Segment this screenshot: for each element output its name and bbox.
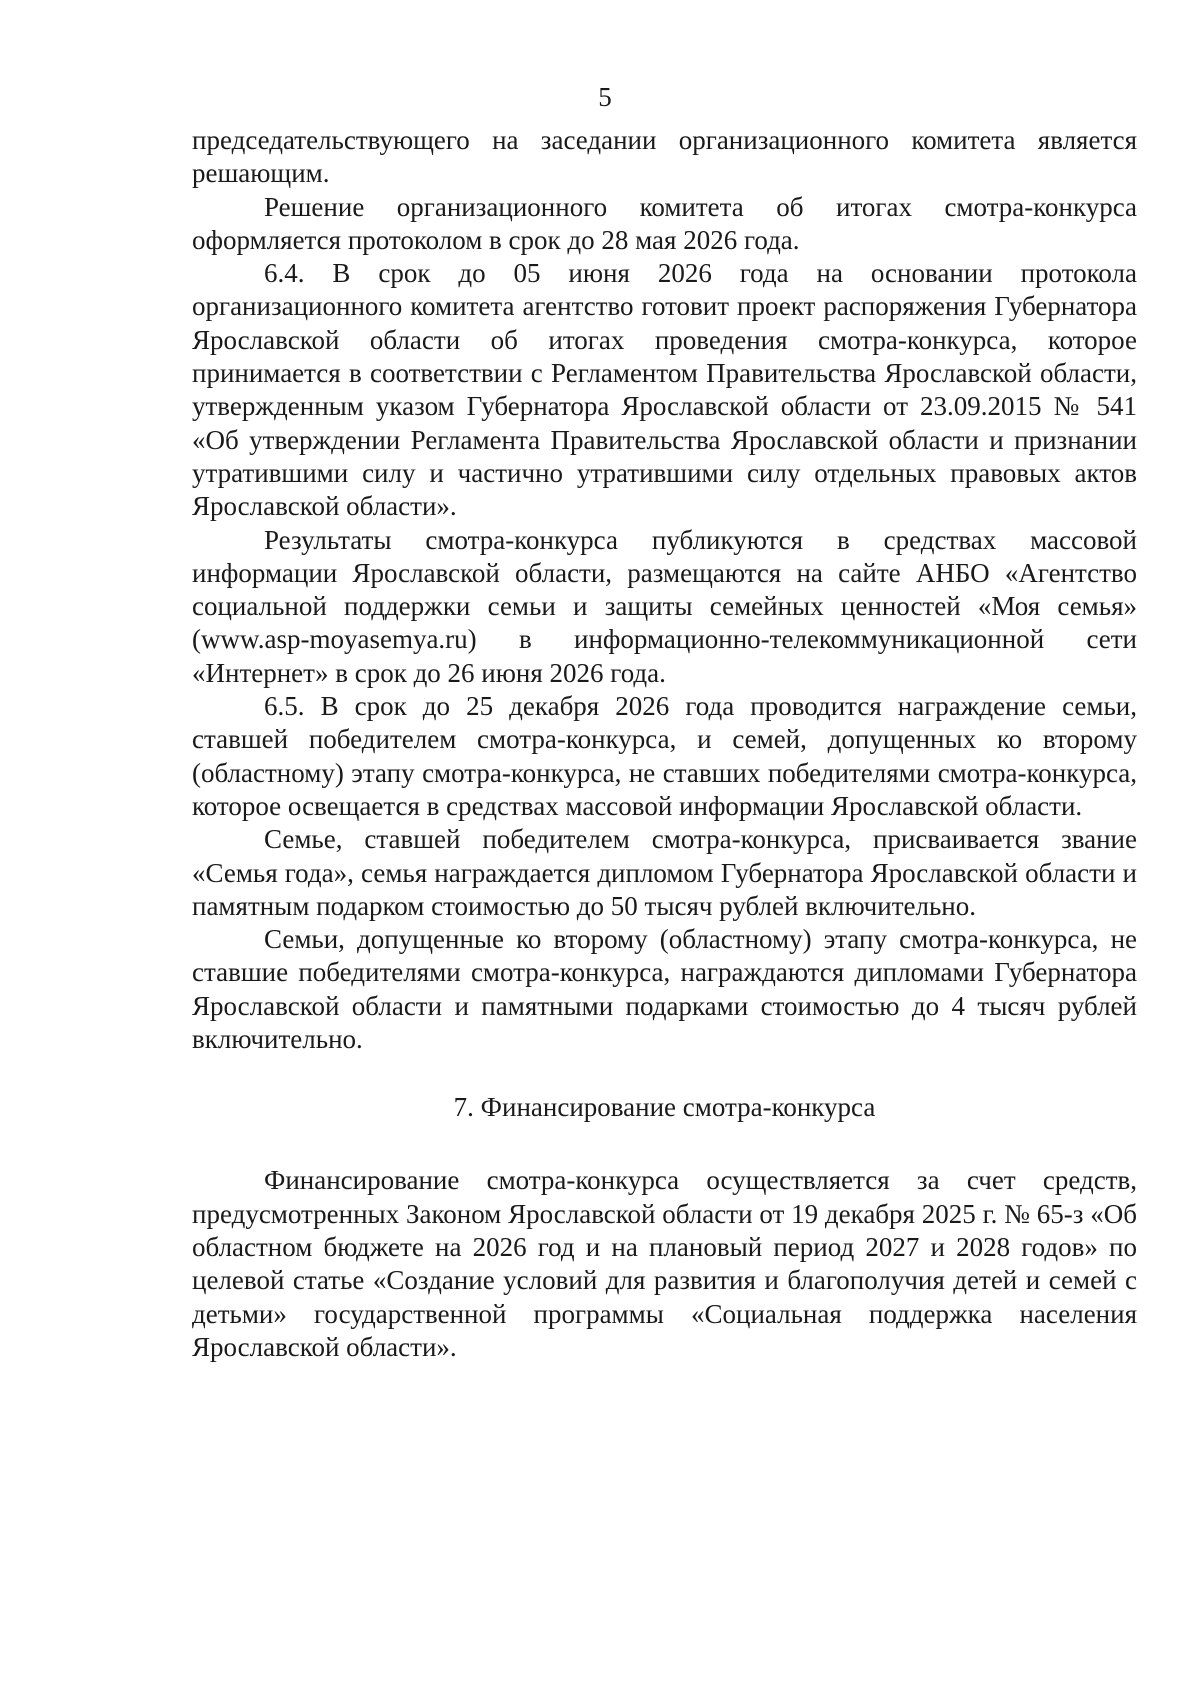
paragraph-6-5: 6.5. В срок до 25 декабря 2026 года проводится награждение семьи, ставшей победителем смотра-конкурса, и семей, допущенных ко второму (областному) этапу смотра-конкурса, не ставших победителями смотра-конкурса, которое освещается в средствах массовой информации Ярославской области. [192,691,1137,821]
spacer [192,1056,1137,1090]
paragraph-winner-award: Семье, ставшей победителем смотра-конкурса, присваивается звание «Семья года», семья награждается дипломом Губернатора Ярославской области и памятным подарком стоимостью до 50 тысяч рублей включительно. [192,824,1137,921]
section-heading: 7. Финансирование смотра-конкурса [453,1092,876,1123]
paragraph-chairman-vote: председательствующего на заседании организационного комитета является решающим. [192,125,1137,189]
paragraph-financing: Финансирование смотра-конкурса осуществляется за счет средств, предусмотренных Законом Ярославской области от 19 декабря 2025 г. № 65-з «Об областном бюджете на 2026 год и на плановый период 2027 и 2028 годов» по целевой статье «Создание условий для развития и благополучия детей и семей с детьми» государственной программы «Социальная поддержка населения Ярославской области». [192,1165,1137,1362]
paragraph-results-publication: Результаты смотра-конкурса публикуются в средствах массовой информации Ярославской области, размещаются на сайте АНБО «Агентство социальной поддержки семьи и защиты семейных ценностей «Моя семья» (www.asp-moyasemya.ru) в информационно-телекоммуникационной сети «Интернет» в срок до 26 июня 2026 года. [192,524,1137,688]
paragraph-committee-decision: Решение организационного комитета об итогах смотра-конкурса оформляется протоколом в срок до 28 мая 2026 года. [192,191,1137,255]
page-number: 5 [598,82,612,112]
paragraph-6-4: 6.4. В срок до 05 июня 2026 года на основании протокола организационного комитета агентство готовит проект распоряжения Губернатора Ярославской области об итогах проведения смотра-конкурса, которое принимается в соответствии с Регламентом Правительства Ярославской области, утвержденным указом Губернатора Ярославской области от 23.09.2015 № 541 «Об утверждении Регламента Правительства Ярославской области и признании утратившими силу и частично утратившими силу отдельных правовых актов Ярославской области». [192,258,1137,522]
spacer [192,1124,1137,1164]
paragraph-participants-award: Семьи, допущенные ко второму (областному) этапу смотра-конкурса, не ставшие победителями смотра-конкурса, награждаются дипломами Губернатора Ярославской области и памятными подарками стоимостью до 4 тысяч рублей включительно. [192,924,1137,1055]
document-body [192,124,1137,1364]
